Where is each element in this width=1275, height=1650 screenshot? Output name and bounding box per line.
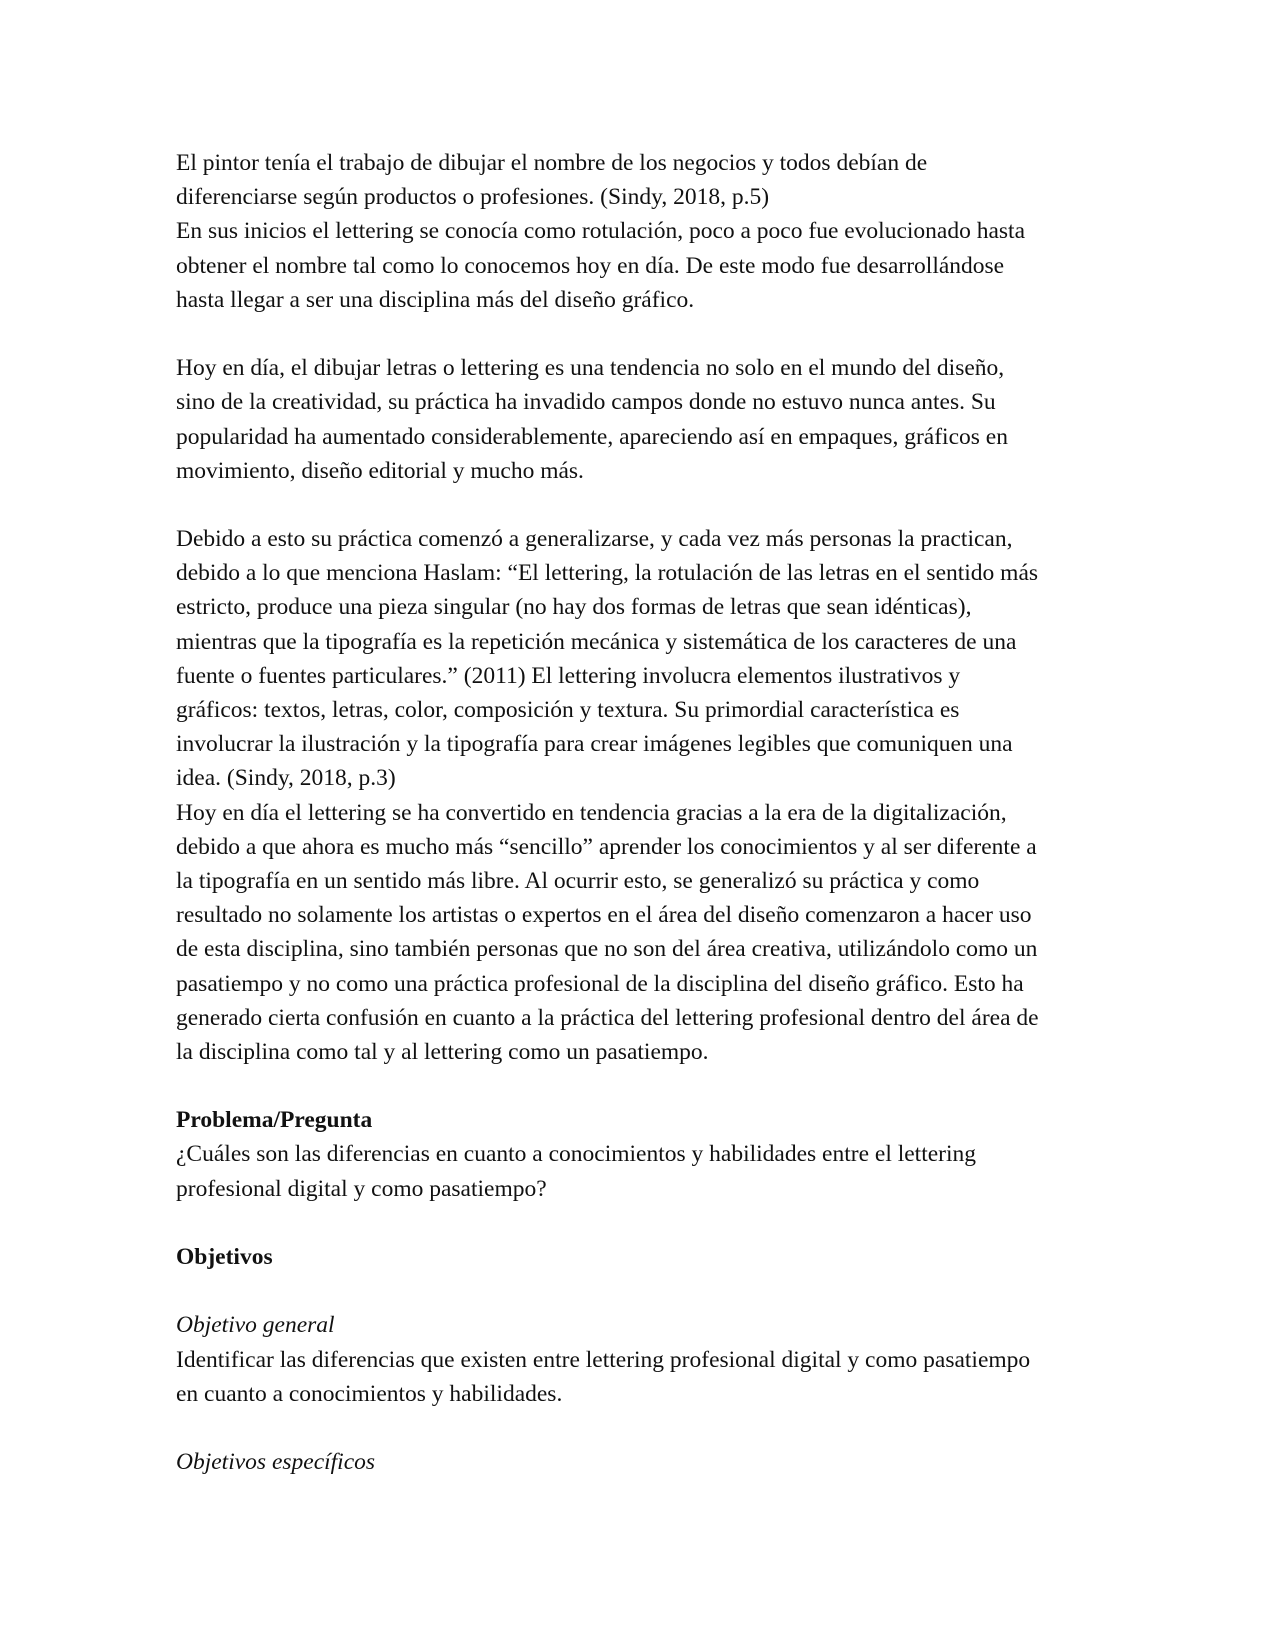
blank-line [176,1206,1106,1240]
text-line: sino de la creatividad, su práctica ha invadido campos donde no estuvo nunca antes. Su [176,389,996,416]
text-line: generado cierta confusión en cuanto a la práctica del lettering profesional dentro del área de [176,1004,1039,1031]
text-line: la tipografía en un sentido más libre. Al ocurrir esto, se generalizó su práctica y como [176,867,980,894]
blank-line [176,1069,1106,1103]
text-line: en cuanto a conocimientos y habilidades. [176,1380,563,1407]
text-line: gráficos: textos, letras, color, composición y textura. Su primordial característica es [176,697,960,723]
text-line: pasatiempo y no como una práctica profesional de la disciplina del diseño gráfico. Esto ha [176,970,1024,997]
text-line: idea. (Sindy, 2018, p.3) [176,765,396,792]
text-line: Hoy en día el lettering se ha convertido en tendencia gracias a la era de la digitalización, [176,799,1007,826]
text-line: popularidad ha aumentado considerablemente, apareciendo así en empaques, gráficos en [176,423,1008,450]
text-line: hasta llegar a ser una disciplina más del diseño gráfico. [176,286,695,313]
section-heading: Problema/Pregunta [176,1107,373,1134]
text-line: El pintor tenía el trabajo de dibujar el nombre de los negocios y todos debían de [176,150,928,176]
text-line: de esta disciplina, sino también personas que no son del área creativa, utilizándolo como un [176,936,1038,963]
text-line: diferenciarse según productos o profesiones. (Sindy, 2018, p.5) [176,184,770,211]
text-line: ¿Cuáles son las diferencias en cuanto a conocimientos y habilidades entre el lettering [176,1141,977,1168]
text-line: profesional digital y como pasatiempo? [176,1175,547,1202]
blank-line [176,1274,1106,1308]
text-line: Identificar las diferencias que existen entre lettering profesional digital y como pasatiempo [176,1346,1031,1373]
blank-line [176,317,1106,351]
page-body [176,146,1106,1479]
text-line: mientras que la tipografía es la repetición mecánica y sistemática de los caracteres de una [176,628,1017,655]
text-line: Debido a esto su práctica comenzó a generalizarse, y cada vez más personas la practican, [176,526,1013,553]
subsection-heading: Objetivos específicos [176,1449,376,1476]
text-line: fuente o fuentes particulares.” (2011) El lettering involucra elementos ilustrativos y [176,662,961,689]
text-line: la disciplina como tal y al lettering como un pasatiempo. [176,1038,709,1065]
text-line: obtener el nombre tal como lo conocemos hoy en día. De este modo fue desarrollándose [176,252,1005,279]
text-line: debido a lo que menciona Haslam: “El lettering, la rotulación de las letras en el sentido más [176,560,1039,587]
text-line: movimiento, diseño editorial y mucho más. [176,457,584,484]
section-heading: Objetivos [176,1244,273,1270]
text-line: estricto, produce una pieza singular (no hay dos formas de letras que sean idénticas), [176,594,972,621]
text-line: Hoy en día, el dibujar letras o lettering es una tendencia no solo en el mundo del diseño, [176,355,1005,382]
text-line: debido a que ahora es mucho más “sencillo” aprender los conocimientos y al ser diferente a [176,833,1037,860]
text-line: resultado no solamente los artistas o expertos en el área del diseño comenzaron a hacer uso [176,902,1032,929]
subsection-heading: Objetivo general [176,1312,335,1339]
text-line: En sus inicios el lettering se conocía como rotulación, poco a poco fue evolucionado hasta [176,218,1026,245]
blank-line [176,1411,1106,1445]
text-line: involucrar la ilustración y la tipografía para crear imágenes legibles que comuniquen una [176,731,1013,758]
blank-line [176,488,1106,522]
